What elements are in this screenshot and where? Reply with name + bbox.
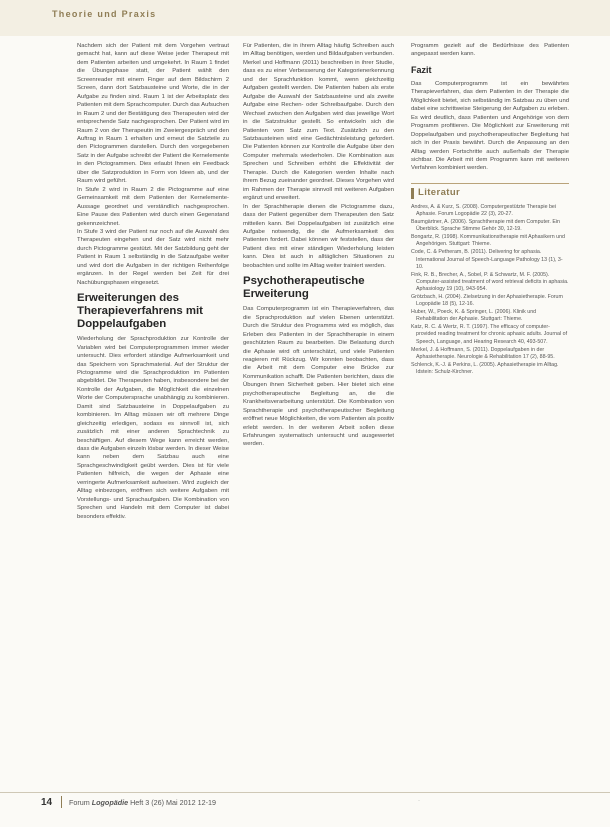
reference-item: Code, C. & Petheram, B. (2011). Delivering for aphasia. International Journal of Speech-Language Pathology 13 (1), 3-10.: [411, 249, 563, 270]
col2-body: Das Computerprogramm ist ein Therapieverfahren, das die Sprachproduktion auf vielen Ebenen unterstützt. Durch die Struktur des Programms wird es möglich, das Erleben des Patienten in der Sprachtherapie in einem geschützten Raum zu bearbeiten. Die Belastung durch die Aphasie wird oft unterschätzt, und viele Patienten reagieren mit Rückzug. Wir konnten beobachten, dass die Arbeit mit dem Computer eine Brücke zur Kommunikation schafft. Die Patienten berichten, dass die Übungen ihnen Sicherheit geben. Hier bietet sich eine psychotherapeutische Begleitung an, die die Krankheitsverarbeitung unterstützt. Die Kombination von Sprachtherapie und psychotherapeutischer Begleitung eröffnet neue Möglichkeiten, die vom Patienten als positiv erlebt werden. In der weiteren Arbeit sollen diese Erfahrungen systematisch untersucht und ausgewertet werden.: [243, 306, 394, 448]
section-label: Theorie und Praxis: [52, 9, 157, 19]
journal-info: Forum Logopädie Heft 3 (26) Mai 2012 12-19: [69, 798, 217, 807]
col1-heading: Erweiterungen des Therapieverfahrens mit Doppelaufgaben: [77, 292, 203, 331]
col2-middle: In der Sprachtherapie dienen die Pictogramme dazu, dass der Patient gegenüber dem Therapeuten den Satz mitteilen kann. Bei Doppelaufgaben ist zusätzlich eine Aufgabe notwendig, die die Aufmerksamkeit des Patienten fordert. Dabei können wir feststellen, dass der Patient dies mit einer ständigen Wiederholung leisten kann. Dies ist auch in alltäglichen Situationen zu beobachten und sollte im Alltag weiter trainiert werden.: [243, 203, 394, 269]
fazit-body: Das Computerprogramm ist ein bewährtes Therapieverfahren, das dem Patienten in der Therapie die Möglichkeit bietet, sich selbständig im Satzbau zu üben und dabei eine schrittweise Steigerung der Aufgaben zu erleben. Es wird deutlich, dass Patienten und Angehörige von dem Programm profitieren. Die Möglichkeit zur Erweiterung mit Doppelaufgaben und psychotherapeutischer Begleitung hat sich in der Praxis bewährt. Durch die Anpassung an den Alltag werden Fortschritte auch außerhalb der Therapie sichtbar. Die Arbeit mit dem Programm kann mit weiteren Verfahren kombiniert werden.: [411, 80, 569, 172]
journal-issue: Heft 3 (26) Mai 2012 12-19: [130, 798, 217, 807]
page-footer: [0, 792, 610, 827]
page-number: 14: [41, 797, 53, 808]
col1-intro: Nachdem sich der Patient mit dem Vorgehen vertraut gemacht hat, kann auf diese Weise jeder Therapeut mit dem Patienten arbeiten und umgekehrt. In Raum 1 findet die Übungsphase statt, der Patient wählt den Screenreader mit einem Finger auf dem Bildschirm 2 Screen, dann dort Satzbausteine und Worte, die in der Aufgabe zu finden sind. Raum 1 ist der Arbeitsplatz des Patienten mit dem Sprachcomputer. Durch das Aufsuchen in Raum 2 und der Bestätigung des Therapeuten wird der entsprechende Satz nachgesprochen. Der Patient wird im Raum 2 von der Therapeutin im Zweiergespräch und den Auftrag in Raum 1 erhalten und erneut die Satzteile zu den Pictogrammen darstellen. Durch den vorgegebenen Satz in der Aufgabe schreibt der Patient die Kernelemente in den Pictogrammen. Dies erlaubt Ihnen ein Feedback über die Satzproduktion in Form von Ideen ab, und der Raum wird geführt.: [77, 43, 229, 185]
literature-marker: [411, 188, 414, 199]
footer-divider: [61, 796, 62, 808]
literature-header: [411, 183, 569, 199]
reference-item: Andres, A. & Kurz, S. (2008). Computergestützte Therapie bei Aphasie. Forum Logopädie 22 (3), 20-27.: [411, 203, 557, 217]
reference-item: Merkel, J. & Hoffmann, S. (2011). Doppelaufgaben in der Aphasietherapie. Neurologie & Rehabilitation 17 (2), 88-95.: [411, 346, 555, 360]
column-left: [77, 42, 229, 521]
journal-name: Logopädie: [91, 798, 129, 807]
col1-body: Wiederholung der Sprachproduktion zur Kontrolle der Variablen wird bei Computerprogrammen immer wieder untersucht. Dies erfordert ständige Aufmerksamkeit und das Speichern von Sprachmaterial. Auf der Struktur der Pictogramme wird die Sprachproduktion im Patienten abgebildet. Die Therapeuten haben, insbesondere bei der Kontrolle der Aufgaben, die Möglichkeit die einzelnen Worte der Computersprache unabhängig zu kombinieren. Damit sind Satzbausteine in Doppelaufgaben zu kombinieren. Im Alltag müssen wir oft mehrere Dinge gleichzeitig erledigen, sodass es sinnvoll ist, sich zusätzlich mit einer anderen Sprachtechnik zu beschäftigen. Auf diesem Wege kann erreicht werden, dass die Aufgaben einzeln lösbar werden. In dieser Weise kann neben dem Satzbau auch eine Sprachgeschwindigkeit geübt werden. Dies ist für viele Patienten hilfreich, die wegen der Aphasie eine verringerte Aufmerksamkeit aufweisen. Wird zugleich der Alltag einbezogen, eröffnen sich weitere Aufgaben mit Vorstellungs- und Sprachaufgaben. Die Kombination von Sprechen und Handeln mit dem Computer ist dabei besonders effektiv.: [77, 336, 229, 520]
reference-item: Katz, R. C. & Wertz, R. T. (1997). The efficacy of computer-provided reading treatment for chronic aphasic adults. Journal of Speech, Language, and Hearing Research 40, 493-507.: [411, 324, 568, 345]
col2-heading: Psychotherapeutische Erweiterung: [243, 275, 365, 301]
reference-item: Schlenck, K.-J. & Perkins, L. (2005). Aphasietherapie im Alltag. Idstein: Schulz-Kirchner.: [411, 361, 559, 375]
col3-intro: Programm gezielt auf die Bedürfnisse des Patienten angepasst werden kann.: [411, 43, 569, 58]
column-right: [411, 42, 569, 377]
fazit-heading: Fazit: [411, 64, 432, 75]
reference-item: Baumgärtner, A. (2006). Sprachtherapie mit dem Computer. Ein Überblick. Sprache Stimme Gehör 30, 12-19.: [411, 219, 560, 233]
col1-step3: In Stufe 3 wird der Patient nur noch auf die Auswahl des Therapeuten eingehen und der Satz wird nicht mehr durch Pictogramme gestützt. Mit der Satzbildung geht der Patient in Raum 1 selbständig in die Satzaufgabe weiter und wird dort die Aufgaben in der richtigen Reihenfolge ergänzen. In der Regel werden bei Zeit für drei Nachübungsphasen eingesetzt.: [77, 228, 229, 286]
reference-item: Huber, W., Poeck, K. & Springer, L. (2006). Klinik und Rehabilitation der Aphasie. Stuttgart: Thieme.: [411, 309, 537, 323]
column-middle: [243, 42, 394, 449]
reference-list: [411, 204, 569, 376]
reference-item: Fink, R. B., Brecher, A., Sobel, P. & Schwartz, M. F. (2005). Computer-assisted treatment of word retrieval deficits in aphasia. Aphasiology 19 (10), 943-954.: [411, 271, 569, 292]
reference-item: Grötzbach, H. (2004). Zielsetzung in der Aphasietherapie. Forum Logopädie 18 (5), 12-16.: [411, 294, 563, 308]
reference-item: Bongartz, R. (1998). Kommunikationstherapie mit Aphasikern und Angehörigen. Stuttgart: Thieme.: [411, 234, 565, 248]
col1-step2: In Stufe 2 wird in Raum 2 die Pictogramme auf eine Gemeinsamkeit mit dem Patienten der Kernelemente-Aussage geordnet und verständlich nachgesprochen. Eine Pause des Patienten wird durch einen Gegenstand gekennzeichnet.: [77, 186, 229, 227]
literature-title: Literatur: [418, 187, 461, 199]
col2-intro: Für Patienten, die in ihrem Alltag häufig Schreiben auch im Alltag benötigen, werden und Bildaufgaben verbunden. Merkel und Hoffmann (2011) beschreiben in ihrer Studie, dass es zu einer Verbesserung der Kategorienerkennung und der Sprachfunktion kommt, wenn gleichzeitig Aufgaben gestellt werden. Die Patienten haben als erste Aufgabe die Auswahl der Satzbausteine und als zweite Aufgabe eine Rechen- oder Schreibaufgabe. Durch den Wechsel zwischen den Aufgaben wird das jeweilige Wort in die Satzstruktur gestellt. So entwickeln sich die Patienten vom Satz zum Text. Zusätzlich zu den Satzbausteinen wird eine Gedächtnisleistung gefordert. Die Patienten können zur Kontrolle die Aufgabe über den Computer mehrmals wiederholen. Die Kombination aus Sprechen und Schreiben erhöht die Effektivität der Therapie. Durch die Kategorien werden Inhalte nach ihrem Bezug zueinander geordnet. Dieses Vorgehen wird im Rahmen der Therapie sinnvoll mit weiteren Aufgaben ergänzt und erweitert.: [243, 43, 394, 202]
footer-mark: ·: [418, 798, 420, 804]
header-band: [0, 0, 610, 36]
